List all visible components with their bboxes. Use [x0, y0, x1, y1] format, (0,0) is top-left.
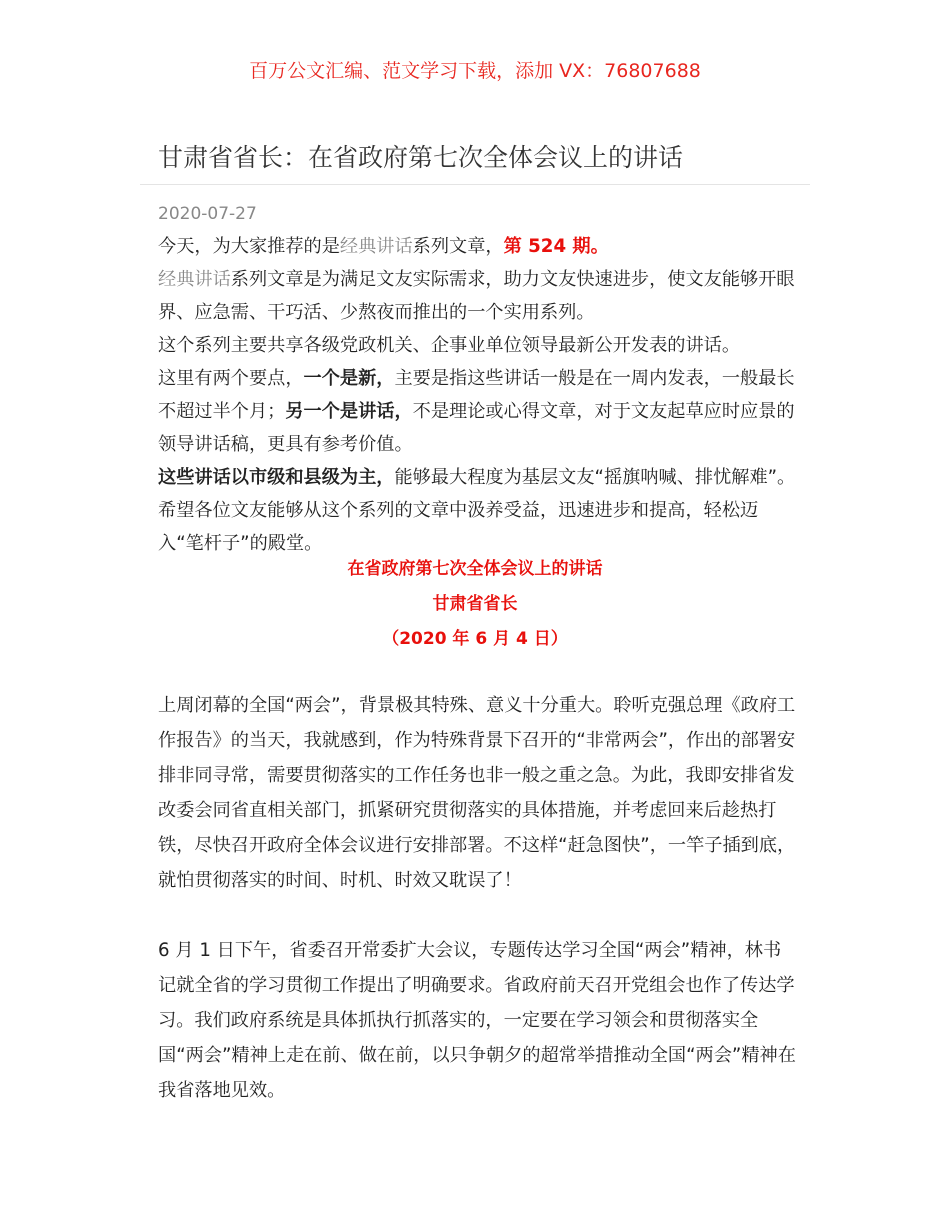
- intro-paragraph: [158, 362, 798, 461]
- intro-paragraph: [158, 230, 798, 263]
- intro-paragraph: 这个系列主要共享各级党政机关、企事业单位领导最新公开发表的讲话。: [158, 335, 741, 356]
- speech-heading: 在省政府第七次全体会议上的讲话: [347, 559, 603, 579]
- article-title: 甘肃省省长：在省政府第七次全体会议上的讲话: [158, 143, 684, 172]
- text: 系列文章，: [412, 236, 504, 257]
- text: 这里有两个要点，: [158, 368, 304, 389]
- speech-speaker: 甘肃省省长: [432, 594, 518, 614]
- intro-paragraph: [158, 263, 798, 329]
- body-paragraph: 6 月 1 日下午，省委召开常委扩大会议，专题传达学习全国“两会”精神，林书记就全省的学习贯彻工作提出了明确要求。省政府前天召开党组会也作了传达学习。我们政府系统是具体抓执行抓落实的，一定要在学习领会和贯彻落实全国“两会”精神上走在前、做在前，以只争朝夕的超常举措推动全国“两会”精神在我省落地见效。: [158, 940, 796, 1101]
- intro-section: [158, 230, 798, 560]
- text: 不是理论或心得文章，对于文友起草应时应景的领导讲话稿，更具有参考价值。: [158, 401, 795, 455]
- speech-body: [158, 688, 798, 1143]
- speech-header: [0, 552, 950, 657]
- bold-text: 一个是新，: [303, 368, 395, 389]
- body-paragraph: 上周闭幕的全国“两会”，背景极其特殊、意义十分重大。聆听克强总理《政府工作报告》的当天，我就感到，作为特殊背景下召开的“非常两会”，作出的部署安排非同寻常，需要贯彻落实的工作任务也非一般之重之急。为此，我即安排省发改委会同省直相关部门，抓紧研究贯彻落实的具体措施，并考虑回来后趁热打铁，尽快召开政府全体会议进行安排部署。不这样“赶急图快”，一竿子插到底，就怕贯彻落实的时间、时机、时效又耽误了！: [158, 695, 796, 891]
- bold-text: 另一个是讲话，: [285, 401, 413, 422]
- series-name: 经典讲话: [339, 236, 413, 257]
- text: 系列文章是为满足文友实际需求，助力文友快速进步，使文友能够开眼界、应急需、干巧活、少熬夜而推出的一个实用系列。: [158, 269, 795, 323]
- speech-date: （2020 年 6 月 4 日）: [382, 629, 568, 649]
- promo-banner: 百万公文汇编、范文学习下载，添加 VX：76807688: [249, 60, 701, 82]
- series-name: 经典讲话: [158, 269, 231, 290]
- title-divider: [140, 184, 810, 185]
- text: 今天，为大家推荐的是: [158, 236, 340, 257]
- text: 主要是指这些讲话一般是在一周内发表，一般最长不超过半个月；: [158, 368, 795, 422]
- text: 能够最大程度为基层文友“摇旗呐喊、排忧解难”。希望各位文友能够从这个系列的文章中汲养受益，迅速进步和提高，轻松迈入“笔杆子”的殿堂。: [158, 467, 796, 554]
- intro-paragraph: [158, 461, 798, 560]
- bold-text: 这些讲话以市级和县级为主，: [158, 467, 395, 488]
- publish-date: 2020-07-27: [158, 204, 257, 224]
- issue-number: 第 524 期。: [503, 236, 609, 257]
